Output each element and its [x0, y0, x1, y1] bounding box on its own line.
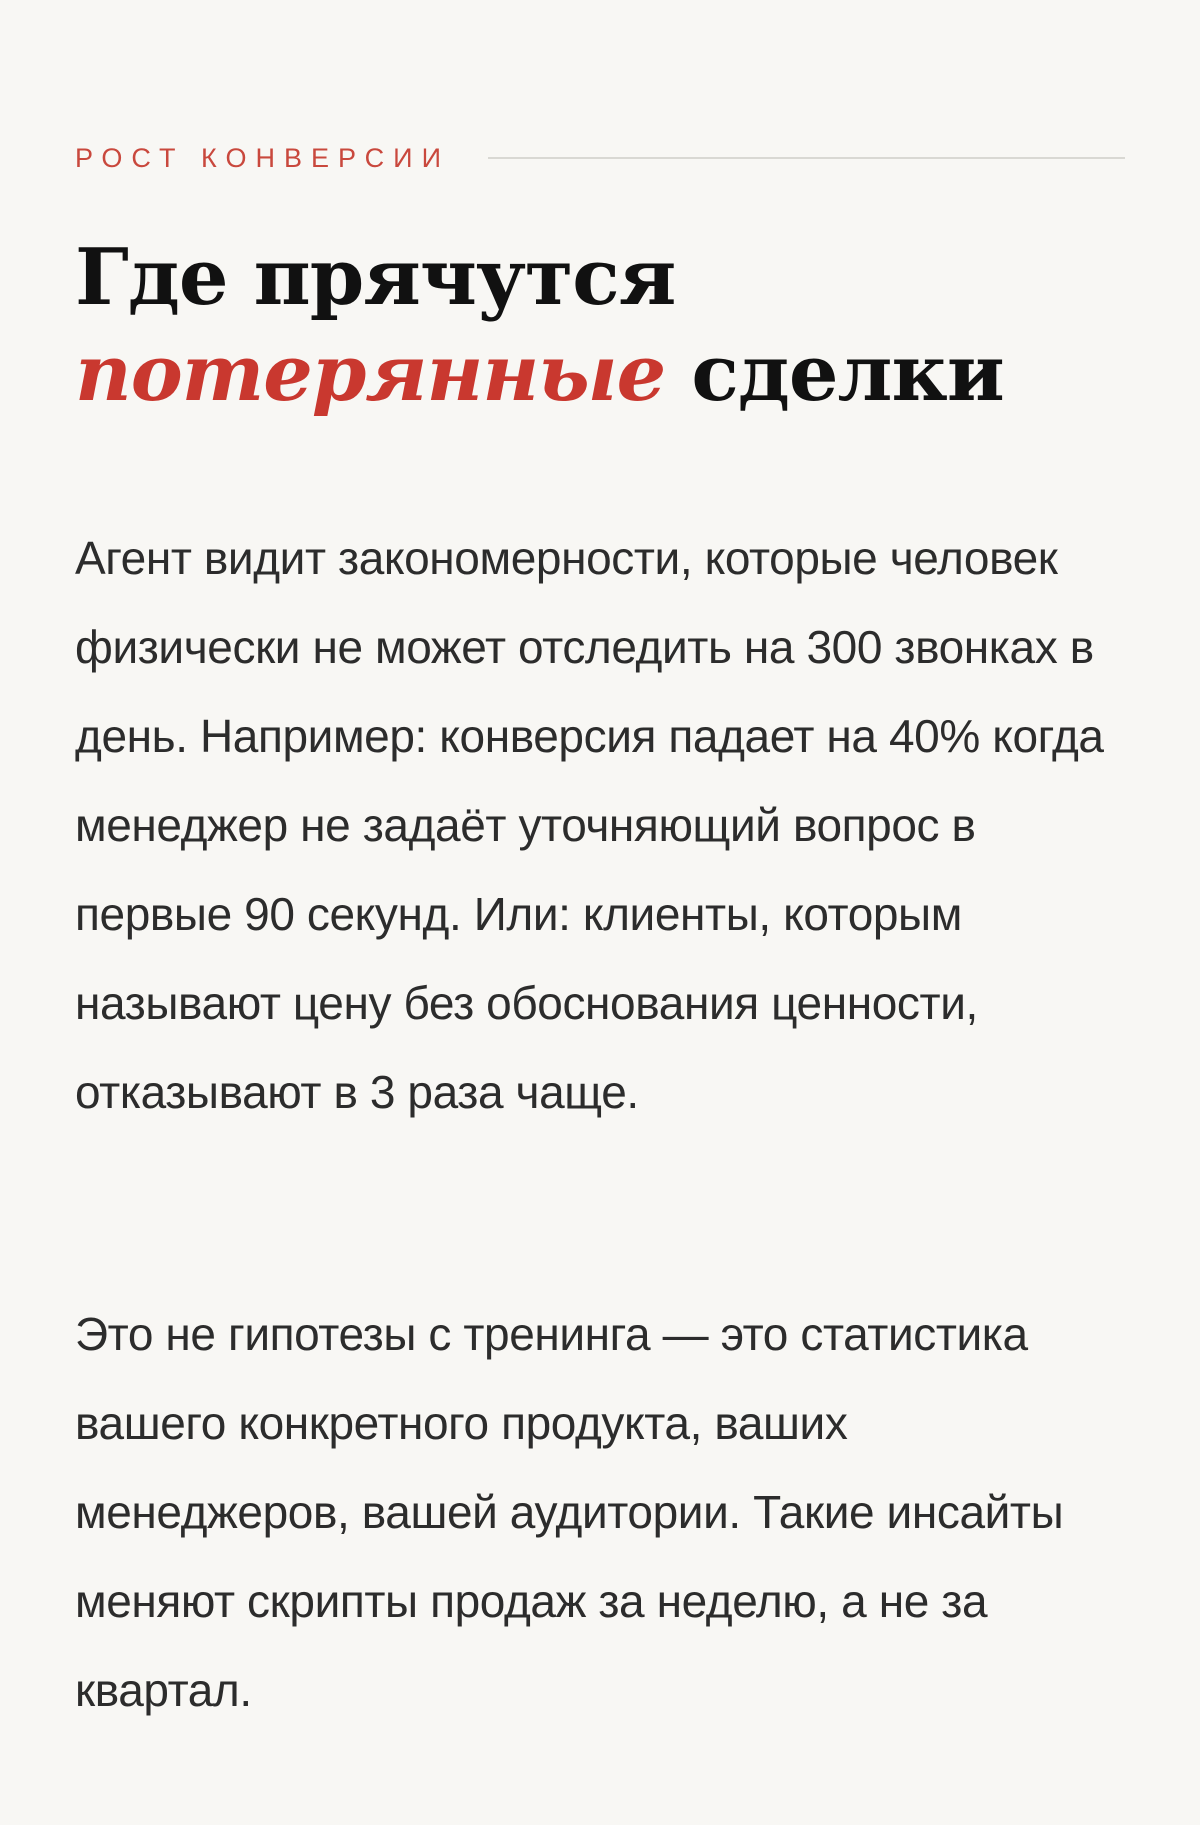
body-paragraph-2: Это не гипотезы с тренинга — это статистика вашего конкретного продукта, ваших менеджеров, вашей аудитории. Такие инсайты меняют скрипты продаж за неделю, а не за квартал.: [75, 1308, 1064, 1716]
eyebrow-divider: [488, 157, 1125, 159]
title-line-1: Где прячутся: [75, 232, 676, 323]
title-line-2: [75, 326, 1125, 422]
eyebrow-label: РОСТ КОНВЕРСИИ: [75, 142, 450, 173]
title-accent-word: потерянные: [75, 328, 666, 419]
section-eyebrow: [75, 138, 1125, 178]
page-title: [75, 230, 1125, 422]
body-paragraph-1: Агент видит закономерности, которые человек физически не может отследить на 300 звонках в день. Например: конверсия падает на 40% когда менеджер не задаёт уточняющий вопрос в первые 90 секунд. Или: клиенты, которым называют цену без обоснования ценности, отказывают в 3 раза чаще.: [75, 532, 1104, 1118]
title-rest-word: сделки: [691, 328, 1004, 419]
